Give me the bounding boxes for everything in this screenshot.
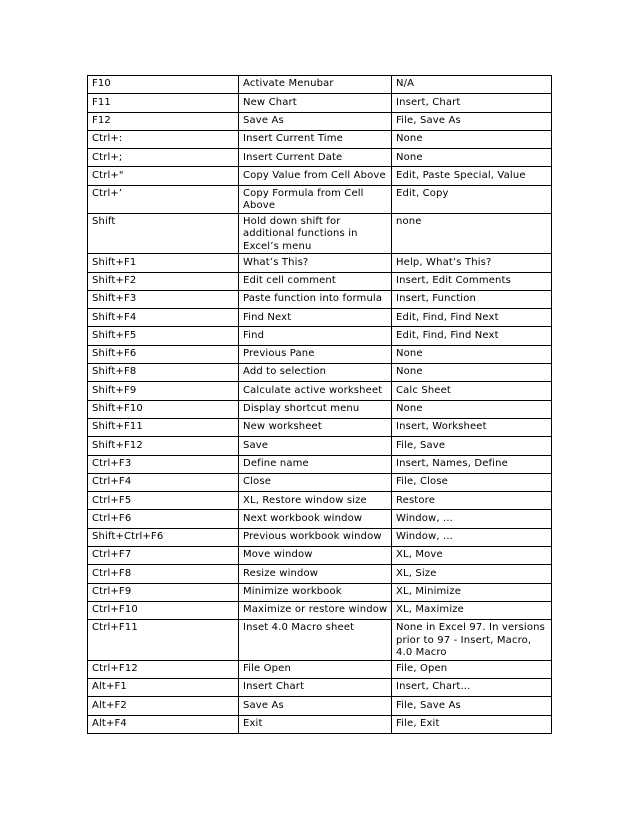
shortcut-key-cell: Shift+F2 <box>88 272 239 290</box>
shortcut-key-cell: Shift+F4 <box>88 309 239 327</box>
shortcut-key-cell: Alt+F1 <box>88 679 239 697</box>
table-row <box>88 400 552 418</box>
menu-equivalent-cell: None <box>392 400 552 418</box>
shortcut-key-cell: F10 <box>88 76 239 94</box>
table-row <box>88 492 552 510</box>
menu-equivalent-cell: Help, What’s This? <box>392 254 552 272</box>
menu-equivalent-cell: None in Excel 97. In versions prior to 97 - Insert, Macro, 4.0 Macro <box>392 620 552 661</box>
shortcut-key-cell: Ctrl+F4 <box>88 473 239 491</box>
table-row <box>88 547 552 565</box>
shortcut-key-cell: Shift+F10 <box>88 400 239 418</box>
menu-equivalent-cell: File, Save <box>392 437 552 455</box>
shortcut-key-cell: F11 <box>88 94 239 112</box>
function-cell: Move window <box>239 547 392 565</box>
table-row <box>88 418 552 436</box>
menu-equivalent-cell: File, Open <box>392 660 552 678</box>
table-row <box>88 94 552 112</box>
shortcut-key-cell: Ctrl+’ <box>88 185 239 213</box>
menu-equivalent-cell: Insert, Names, Define <box>392 455 552 473</box>
function-cell: Edit cell comment <box>239 272 392 290</box>
table-row <box>88 679 552 697</box>
table-row <box>88 583 552 601</box>
function-cell: Activate Menubar <box>239 76 392 94</box>
menu-equivalent-cell: File, Save As <box>392 112 552 130</box>
shortcut-table-body <box>88 76 552 734</box>
menu-equivalent-cell: None <box>392 130 552 148</box>
function-cell: Maximize or restore window <box>239 601 392 619</box>
function-cell: Next workbook window <box>239 510 392 528</box>
menu-equivalent-cell: File, Save As <box>392 697 552 715</box>
shortcut-key-cell: Shift+F9 <box>88 382 239 400</box>
shortcut-key-cell: Shift+F12 <box>88 437 239 455</box>
function-cell: Save As <box>239 112 392 130</box>
table-row <box>88 437 552 455</box>
function-cell: Previous Pane <box>239 345 392 363</box>
function-cell: Insert Current Date <box>239 149 392 167</box>
shortcut-key-cell: Shift+F5 <box>88 327 239 345</box>
shortcut-key-cell: F12 <box>88 112 239 130</box>
table-row <box>88 254 552 272</box>
function-cell: Calculate active worksheet <box>239 382 392 400</box>
function-cell: Copy Value from Cell Above <box>239 167 392 185</box>
function-cell: Hold down shift for additional functions in Excel’s menu <box>239 213 392 254</box>
shortcut-key-cell: Ctrl+F3 <box>88 455 239 473</box>
function-cell: Find Next <box>239 309 392 327</box>
menu-equivalent-cell: Calc Sheet <box>392 382 552 400</box>
shortcut-key-cell: Alt+F4 <box>88 715 239 733</box>
menu-equivalent-cell: Edit, Paste Special, Value <box>392 167 552 185</box>
menu-equivalent-cell: XL, Move <box>392 547 552 565</box>
table-row <box>88 364 552 382</box>
table-row <box>88 528 552 546</box>
menu-equivalent-cell: Insert, Chart <box>392 94 552 112</box>
table-row <box>88 272 552 290</box>
shortcut-key-cell: Shift+F6 <box>88 345 239 363</box>
table-row <box>88 290 552 308</box>
menu-equivalent-cell: Insert, Worksheet <box>392 418 552 436</box>
menu-equivalent-cell: File, Exit <box>392 715 552 733</box>
menu-equivalent-cell: None <box>392 364 552 382</box>
shortcut-key-cell: Shift+F11 <box>88 418 239 436</box>
table-row <box>88 620 552 661</box>
table-row <box>88 455 552 473</box>
table-row <box>88 112 552 130</box>
shortcut-key-cell: Alt+F2 <box>88 697 239 715</box>
function-cell: Copy Formula from Cell Above <box>239 185 392 213</box>
shortcut-key-cell: Shift+Ctrl+F6 <box>88 528 239 546</box>
shortcut-key-cell: Ctrl+F9 <box>88 583 239 601</box>
table-row <box>88 185 552 213</box>
shortcut-table <box>87 75 552 734</box>
function-cell: Insert Current Time <box>239 130 392 148</box>
menu-equivalent-cell: XL, Minimize <box>392 583 552 601</box>
shortcut-key-cell: Shift+F1 <box>88 254 239 272</box>
table-row <box>88 660 552 678</box>
function-cell: Insert Chart <box>239 679 392 697</box>
function-cell: XL, Restore window size <box>239 492 392 510</box>
table-row <box>88 76 552 94</box>
menu-equivalent-cell: Insert, Edit Comments <box>392 272 552 290</box>
shortcut-key-cell: Ctrl+F8 <box>88 565 239 583</box>
menu-equivalent-cell: Window, ... <box>392 528 552 546</box>
function-cell: Add to selection <box>239 364 392 382</box>
table-row <box>88 130 552 148</box>
function-cell: Inset 4.0 Macro sheet <box>239 620 392 661</box>
menu-equivalent-cell: Window, ... <box>392 510 552 528</box>
menu-equivalent-cell: File, Close <box>392 473 552 491</box>
menu-equivalent-cell: None <box>392 149 552 167</box>
table-row <box>88 327 552 345</box>
menu-equivalent-cell: none <box>392 213 552 254</box>
shortcut-key-cell: Ctrl+" <box>88 167 239 185</box>
table-row <box>88 309 552 327</box>
shortcut-key-cell: Ctrl+F7 <box>88 547 239 565</box>
shortcut-key-cell: Ctrl+F6 <box>88 510 239 528</box>
function-cell: Save <box>239 437 392 455</box>
table-row <box>88 345 552 363</box>
shortcut-key-cell: Ctrl+F5 <box>88 492 239 510</box>
function-cell: What’s This? <box>239 254 392 272</box>
shortcut-key-cell: Ctrl+F12 <box>88 660 239 678</box>
shortcut-key-cell: Shift <box>88 213 239 254</box>
function-cell: Close <box>239 473 392 491</box>
shortcut-key-cell: Shift+F8 <box>88 364 239 382</box>
menu-equivalent-cell: Insert, Chart... <box>392 679 552 697</box>
function-cell: Define name <box>239 455 392 473</box>
function-cell: Resize window <box>239 565 392 583</box>
function-cell: New worksheet <box>239 418 392 436</box>
shortcut-key-cell: Ctrl+: <box>88 130 239 148</box>
menu-equivalent-cell: Restore <box>392 492 552 510</box>
function-cell: Minimize workbook <box>239 583 392 601</box>
table-row <box>88 510 552 528</box>
function-cell: Find <box>239 327 392 345</box>
shortcut-key-cell: Ctrl+F10 <box>88 601 239 619</box>
menu-equivalent-cell: None <box>392 345 552 363</box>
shortcut-key-cell: Shift+F3 <box>88 290 239 308</box>
table-row <box>88 213 552 254</box>
table-row <box>88 697 552 715</box>
table-row <box>88 382 552 400</box>
function-cell: Display shortcut menu <box>239 400 392 418</box>
function-cell: New Chart <box>239 94 392 112</box>
function-cell: Paste function into formula <box>239 290 392 308</box>
menu-equivalent-cell: Insert, Function <box>392 290 552 308</box>
menu-equivalent-cell: XL, Size <box>392 565 552 583</box>
table-row <box>88 565 552 583</box>
function-cell: Previous workbook window <box>239 528 392 546</box>
table-row <box>88 149 552 167</box>
table-row <box>88 473 552 491</box>
function-cell: Exit <box>239 715 392 733</box>
menu-equivalent-cell: N/A <box>392 76 552 94</box>
table-row <box>88 167 552 185</box>
function-cell: File Open <box>239 660 392 678</box>
table-row <box>88 715 552 733</box>
table-row <box>88 601 552 619</box>
shortcut-key-cell: Ctrl+F11 <box>88 620 239 661</box>
menu-equivalent-cell: XL, Maximize <box>392 601 552 619</box>
menu-equivalent-cell: Edit, Find, Find Next <box>392 309 552 327</box>
menu-equivalent-cell: Edit, Find, Find Next <box>392 327 552 345</box>
menu-equivalent-cell: Edit, Copy <box>392 185 552 213</box>
shortcut-key-cell: Ctrl+; <box>88 149 239 167</box>
function-cell: Save As <box>239 697 392 715</box>
